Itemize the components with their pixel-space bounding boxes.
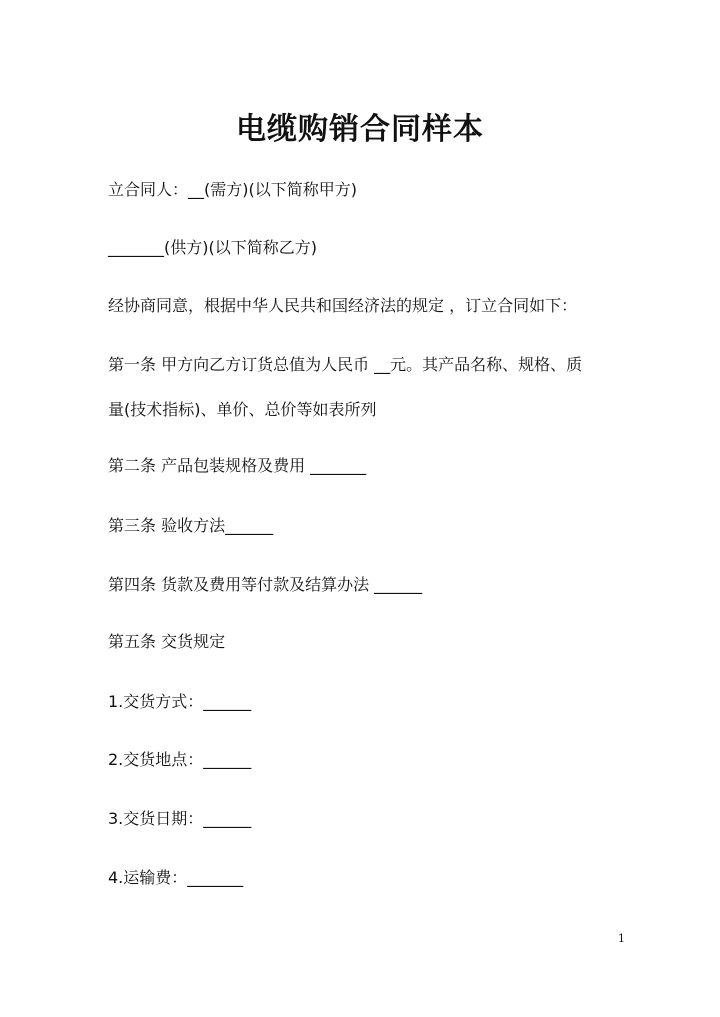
article-5: 第五条 交货规定 — [108, 632, 226, 651]
transport-fee: 4.运输费：_______ — [108, 868, 244, 887]
delivery-place: 2.交货地点：______ — [108, 750, 252, 769]
document-title: 电缆购销合同样本 — [236, 112, 484, 147]
preamble-line: 经协商同意，根据中华人民共和国经济法的规定 ，订立合同如下： — [108, 296, 578, 315]
article-1-line-1: 第一条 甲方向乙方订货总值为人民币 __元。其产品名称、规格、质 — [108, 355, 583, 374]
parties-line: 立合同人：__(需方)(以下简称甲方) — [108, 180, 357, 199]
article-3: 第三条 验收方法______ — [108, 516, 274, 535]
delivery-method: 1.交货方式：______ — [108, 692, 252, 711]
delivery-date: 3.交货日期：______ — [108, 809, 252, 828]
supplier-line: _______(供方)(以下简称乙方) — [108, 238, 317, 257]
article-1-line-2: 量(技术指标)、单价、总价等如表所列 — [108, 400, 377, 419]
article-4: 第四条 货款及费用等付款及结算办法 ______ — [108, 575, 423, 594]
page-number: 1 — [618, 932, 625, 945]
article-2: 第二条 产品包装规格及费用 _______ — [108, 456, 367, 475]
